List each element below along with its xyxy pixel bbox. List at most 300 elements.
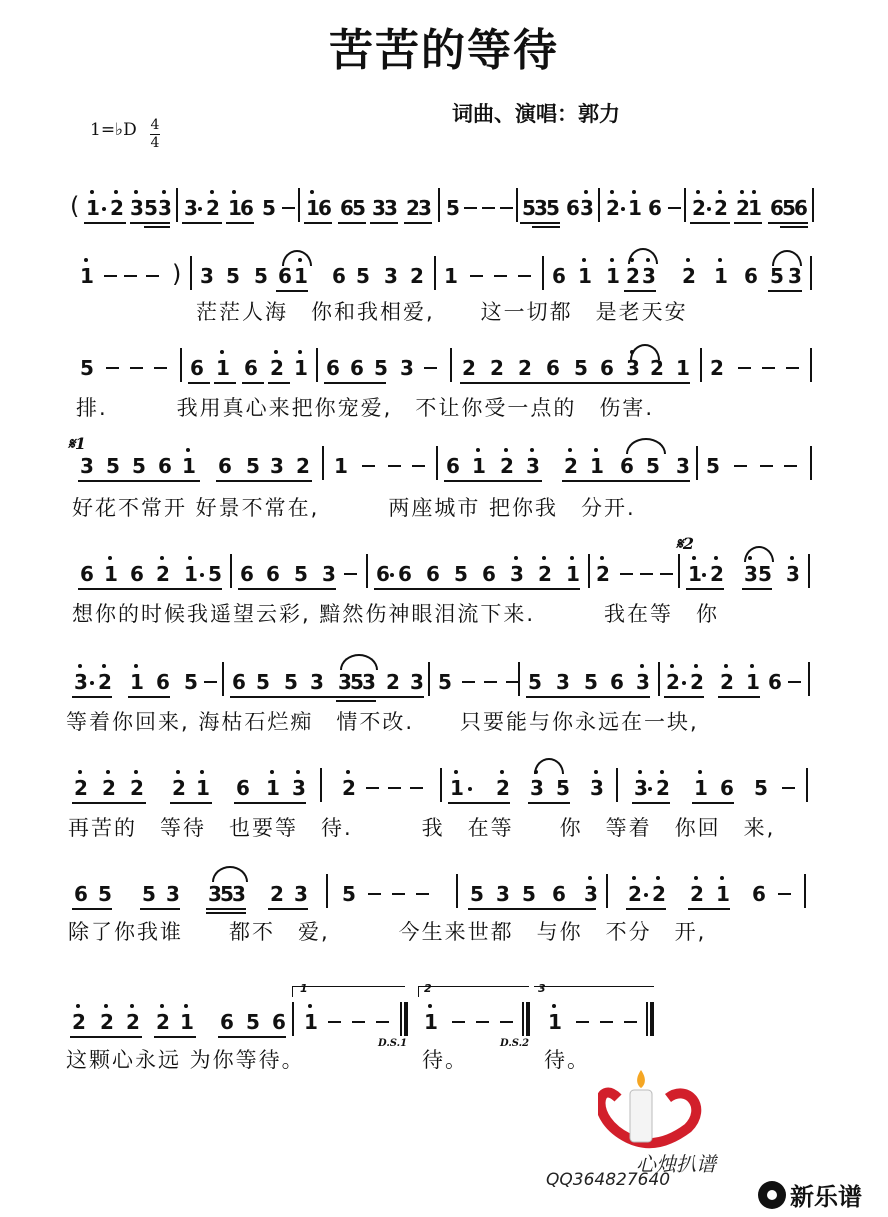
dot-high [632, 190, 636, 194]
dash [146, 275, 159, 277]
barline [440, 768, 442, 802]
note: 6 [156, 670, 170, 694]
tie [626, 438, 666, 454]
note: 1 [444, 264, 458, 288]
note: 1 [334, 454, 348, 478]
note: 2 [490, 356, 504, 380]
dot-high [720, 876, 724, 880]
note: 1 [714, 264, 728, 288]
note: 3 [400, 356, 414, 380]
site-name: 新乐谱 [790, 1183, 862, 1211]
underline [214, 382, 236, 384]
qq-number: QQ364827640 [546, 1170, 671, 1190]
note: 2 [110, 196, 124, 220]
barline [190, 256, 192, 290]
note: 2 [156, 562, 170, 586]
note: 3 [158, 196, 172, 220]
dash [738, 367, 751, 369]
note: 2 [736, 196, 750, 220]
open-paren: ( [70, 192, 80, 220]
staff-line-8 [0, 868, 888, 918]
lyric-line-7: 除了你我谁 都不 爱, 今生来世都 与你 不分 开, [68, 920, 707, 944]
note: 5 [522, 882, 536, 906]
underline [742, 588, 772, 590]
barline [588, 554, 590, 588]
dot-high [184, 1004, 188, 1008]
underline [688, 908, 730, 910]
barline-double [404, 1002, 408, 1036]
dash [416, 893, 429, 895]
underline [780, 226, 808, 228]
dash [760, 465, 773, 467]
dot-high [160, 556, 164, 560]
note: 2 [596, 562, 610, 586]
underline [374, 588, 580, 590]
dot-high [78, 664, 82, 668]
underline [268, 908, 308, 910]
dot-high [162, 190, 166, 194]
dash [500, 1021, 513, 1023]
note: 5 [758, 562, 772, 586]
dot-high [220, 350, 224, 354]
underline [218, 1036, 286, 1038]
note: 6 [236, 776, 250, 800]
note: 6 [546, 356, 560, 380]
note: 3 [626, 356, 640, 380]
note: 2 [74, 776, 88, 800]
dash [500, 207, 513, 209]
note: 2 [682, 264, 696, 288]
note: 5 [522, 196, 536, 220]
note: 3 [384, 264, 398, 288]
note: 6 [278, 264, 292, 288]
dot-high [346, 770, 350, 774]
dot-high [582, 258, 586, 262]
underline [690, 222, 730, 224]
note: 5 [144, 196, 158, 220]
lyric-line-6: 再苦的 等待 也要等 待. 我 在等 你 等着 你回 来, [68, 816, 776, 840]
barline [322, 446, 324, 480]
note: 2 [410, 264, 424, 288]
note: 5 [374, 356, 388, 380]
note: 2 [692, 196, 706, 220]
dot-high [270, 770, 274, 774]
note: 1 [182, 454, 196, 478]
barline-final [650, 1002, 654, 1036]
note: 1 [216, 356, 230, 380]
note: 5 [356, 264, 370, 288]
underline [626, 908, 666, 910]
barline [700, 348, 702, 382]
note: 3 [530, 776, 544, 800]
note: 2 [156, 1010, 170, 1034]
dot-high [200, 770, 204, 774]
note: 5 [438, 670, 452, 694]
dot-dotted [90, 681, 94, 685]
note: 2 [206, 196, 220, 220]
note: 1 [450, 776, 464, 800]
note: 1 [472, 454, 486, 478]
dot-high [76, 1004, 80, 1008]
note: 1 [266, 776, 280, 800]
dash [462, 681, 475, 683]
underline [242, 382, 264, 384]
dash [640, 573, 653, 575]
dot-dotted [200, 573, 204, 577]
underline [206, 912, 246, 914]
barline [658, 662, 660, 696]
note: 3 [184, 196, 198, 220]
barline [176, 188, 178, 222]
staff-line-7 [0, 762, 888, 812]
dash [576, 1021, 589, 1023]
note: 6 [552, 882, 566, 906]
credit-line: 词曲、演唱：郭力 [452, 101, 620, 126]
underline [170, 802, 212, 804]
time-signature-top: 4 [150, 117, 160, 133]
underline [226, 222, 254, 224]
underline [370, 222, 398, 224]
barline [292, 1002, 294, 1036]
note: 3 [294, 882, 308, 906]
note: 5 [246, 1010, 260, 1034]
dot-high [308, 1004, 312, 1008]
underline [144, 226, 170, 228]
underline [692, 802, 734, 804]
note: 3 [788, 264, 802, 288]
barline [810, 348, 812, 382]
barline-double [526, 1002, 530, 1036]
note: 2 [296, 454, 310, 478]
barline [230, 554, 232, 588]
tie [340, 654, 378, 670]
note: 6 [426, 562, 440, 586]
barline [522, 1002, 524, 1036]
underline [84, 222, 126, 224]
note: 3 [636, 670, 650, 694]
barline [180, 348, 182, 382]
note: 2 [710, 356, 724, 380]
barline [316, 348, 318, 382]
underline [624, 290, 656, 292]
note: 5 [350, 670, 364, 694]
note: 1 [86, 196, 100, 220]
dash [328, 1021, 341, 1023]
dash [782, 787, 795, 789]
dot-high [632, 876, 636, 880]
barline [434, 256, 436, 290]
underline [130, 222, 170, 224]
dash [392, 893, 405, 895]
volta-number-2: 2 [424, 982, 432, 995]
note: 6 [446, 454, 460, 478]
volta-bracket-3 [534, 986, 654, 997]
note: 3 [410, 670, 424, 694]
note: 6 [770, 196, 784, 220]
note: 1 [180, 1010, 194, 1034]
note: 3 [372, 196, 386, 220]
dash [620, 573, 633, 575]
dot-high [106, 770, 110, 774]
note: 2 [710, 562, 724, 586]
dash [204, 681, 217, 683]
barline [438, 188, 440, 222]
note: 3 [310, 670, 324, 694]
note: 3 [676, 454, 690, 478]
note: 2 [406, 196, 420, 220]
note: 3 [634, 776, 648, 800]
dot-dotted [702, 573, 706, 577]
lyric-line-2: 排. 我用真心来把你宠爱, 不让你受一点的 伤害. [76, 396, 655, 420]
note: 6 [190, 356, 204, 380]
note: 3 [418, 196, 432, 220]
barline [598, 188, 600, 222]
note: 3 [130, 196, 144, 220]
dot-high [134, 664, 138, 668]
underline [686, 588, 724, 590]
barline [428, 662, 430, 696]
dash [668, 207, 681, 209]
underline [234, 802, 306, 804]
note: 6 [552, 264, 566, 288]
barline [436, 446, 438, 480]
dot-high [134, 770, 138, 774]
dot-dotted [644, 893, 648, 897]
barline [456, 874, 458, 908]
note: 1 [676, 356, 690, 380]
dot-high [232, 190, 236, 194]
note: 6 [318, 196, 332, 220]
note: 2 [462, 356, 476, 380]
note: 5 [646, 454, 660, 478]
ds2-mark: D.S.2 [500, 1038, 530, 1049]
staff-line-6 [0, 656, 888, 706]
dot-high [108, 556, 112, 560]
note: 6 [720, 776, 734, 800]
dot-high [504, 448, 508, 452]
dot-high [660, 770, 664, 774]
volta-bracket-2 [418, 986, 529, 997]
barline [646, 1002, 648, 1036]
note: 1 [578, 264, 592, 288]
dash [282, 207, 295, 209]
barline [678, 554, 680, 588]
underline [528, 802, 570, 804]
note: 3 [642, 264, 656, 288]
underline [734, 222, 762, 224]
note: 2 [126, 1010, 140, 1034]
note: 2 [270, 356, 284, 380]
lyric-line-5: 等着你回来, 海枯石烂痴 情不改. 只要能与你永远在一块, [66, 710, 699, 734]
staff-line-9 [0, 982, 888, 1049]
dot-high [584, 190, 588, 194]
note: 5 [706, 454, 720, 478]
note: 6 [620, 454, 634, 478]
note: 5 [80, 356, 94, 380]
note: 1 [104, 562, 118, 586]
note: 5 [584, 670, 598, 694]
underline [336, 700, 376, 702]
underline [72, 908, 112, 910]
note: 2 [714, 196, 728, 220]
dash [412, 465, 425, 467]
dash [464, 207, 477, 209]
dash [762, 367, 775, 369]
note: 2 [666, 670, 680, 694]
note: 2 [626, 264, 640, 288]
note: 5 [226, 264, 240, 288]
barline [810, 256, 812, 290]
dot-high [694, 664, 698, 668]
dash [452, 1021, 465, 1023]
note: 5 [220, 882, 234, 906]
note: 3 [338, 670, 352, 694]
dot-high [454, 770, 458, 774]
underline [338, 222, 366, 224]
underline [154, 1036, 196, 1038]
underline [468, 908, 596, 910]
note: 2 [606, 196, 620, 220]
note: 1 [294, 356, 308, 380]
note: 1 [716, 882, 730, 906]
dot-high [594, 770, 598, 774]
dot-high [568, 448, 572, 452]
tie [628, 248, 658, 264]
note: 1 [196, 776, 210, 800]
barline [810, 446, 812, 480]
dash [154, 367, 167, 369]
site-brand [758, 1177, 862, 1212]
volta-number-1: 1 [300, 982, 308, 995]
note: 6 [768, 670, 782, 694]
note: 2 [100, 1010, 114, 1034]
note: 2 [172, 776, 186, 800]
dot-high [790, 556, 794, 560]
note: 5 [284, 670, 298, 694]
underline [70, 1036, 142, 1038]
lyric-line-8: 这颗心永远 为你等待。 [66, 1048, 305, 1072]
note: 6 [482, 562, 496, 586]
note: 1 [628, 196, 642, 220]
note: 2 [72, 1010, 86, 1034]
note: 3 [208, 882, 222, 906]
staff-line-1 [0, 182, 888, 232]
note: 6 [744, 264, 758, 288]
note: 1 [548, 1010, 562, 1034]
note: 2 [518, 356, 532, 380]
note: 3 [534, 196, 548, 220]
underline [78, 588, 222, 590]
dot-high [718, 190, 722, 194]
note: 6 [158, 454, 172, 478]
note: 1 [694, 776, 708, 800]
note: 5 [142, 882, 156, 906]
dot-high [594, 448, 598, 452]
tie [534, 758, 564, 774]
note: 5 [770, 264, 784, 288]
note: 3 [200, 264, 214, 288]
barline [450, 348, 452, 382]
note: 5 [98, 882, 112, 906]
note: 3 [292, 776, 306, 800]
note: 2 [102, 776, 116, 800]
barline [320, 768, 322, 802]
note: 6 [266, 562, 280, 586]
note: 3 [80, 454, 94, 478]
note: 1 [80, 264, 94, 288]
note: 2 [538, 562, 552, 586]
dot-high [638, 770, 642, 774]
dash [362, 465, 375, 467]
underline [532, 226, 560, 228]
barline [606, 874, 608, 908]
note: 6 [398, 562, 412, 586]
underline [460, 382, 690, 384]
note: 5 [208, 562, 222, 586]
note: 2 [342, 776, 356, 800]
note: 6 [326, 356, 340, 380]
dot-high [78, 770, 82, 774]
tie [212, 866, 248, 882]
note: 1 [304, 1010, 318, 1034]
barline [516, 188, 518, 222]
volta-number-3: 3 [538, 982, 546, 995]
dot-high [694, 876, 698, 880]
dot-high [210, 190, 214, 194]
barline [804, 874, 806, 908]
note: 1 [306, 196, 320, 220]
barline [366, 554, 368, 588]
underline [72, 696, 112, 698]
dot-high [428, 1004, 432, 1008]
underline [664, 696, 704, 698]
note: 3 [74, 670, 88, 694]
underline [140, 908, 180, 910]
dot-high [552, 1004, 556, 1008]
barline [222, 662, 224, 696]
note: 5 [342, 882, 356, 906]
underline [206, 908, 246, 910]
note: 1 [590, 454, 604, 478]
underline [276, 290, 308, 292]
note: 5 [754, 776, 768, 800]
dash [124, 275, 137, 277]
note: 5 [782, 196, 796, 220]
note: 6 [130, 562, 144, 586]
underline [78, 480, 200, 482]
dot-high [310, 190, 314, 194]
underline [182, 222, 222, 224]
time-signature-bottom: 4 [150, 135, 160, 151]
note: 6 [232, 670, 246, 694]
note: 1 [294, 264, 308, 288]
note: 1 [746, 670, 760, 694]
dash [388, 465, 401, 467]
note: 2 [652, 882, 666, 906]
note: 6 [566, 196, 580, 220]
dot-high [296, 770, 300, 774]
barline [684, 188, 686, 222]
dot-high [588, 876, 592, 880]
note: 5 [574, 356, 588, 380]
note: 1 [748, 196, 762, 220]
barline [542, 256, 544, 290]
dot-high [476, 448, 480, 452]
dot-high [274, 350, 278, 354]
song-title: 苦苦的等待 [329, 25, 559, 76]
underline [526, 696, 650, 698]
note: 3 [384, 196, 398, 220]
